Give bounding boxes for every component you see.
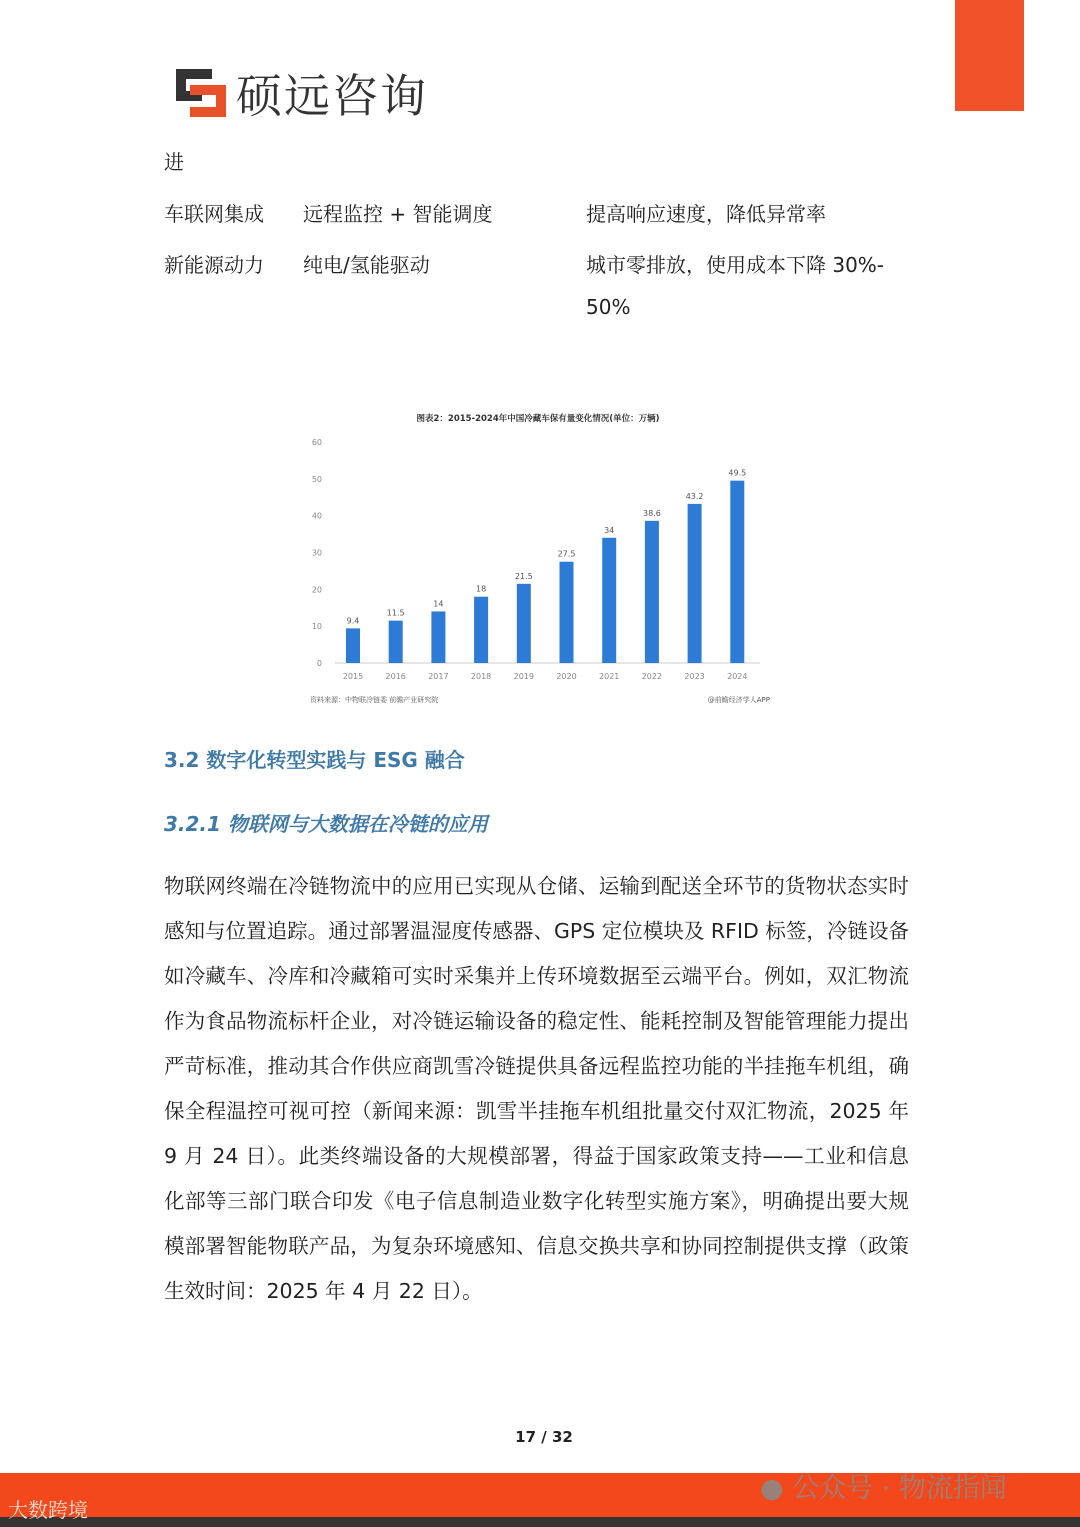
x-tick-label: 2017 (428, 672, 449, 681)
bar-value-label: 49.5 (728, 468, 747, 478)
x-tick-label: 2024 (727, 672, 748, 681)
bar-2021 (602, 538, 616, 663)
x-tick-label: 2018 (470, 672, 492, 681)
x-tick-label: 2015 (342, 672, 364, 681)
bar-2024 (730, 481, 744, 663)
table-cell: 纯电/氢能驱动 (303, 253, 430, 277)
table-cell: 远程监控 + 智能调度 (303, 202, 493, 226)
x-tick-label: 2020 (556, 672, 577, 681)
bar-value-label: 38.6 (642, 508, 661, 518)
table-cell: 进 (164, 150, 184, 174)
bar-2016 (389, 621, 403, 663)
bar-value-label: 14 (433, 599, 444, 609)
table-cell: 新能源动力 (164, 253, 264, 277)
y-tick-label: 50 (311, 474, 322, 484)
logo-text: 硕远咨询 (236, 69, 428, 123)
logo-mark-icon (176, 69, 226, 117)
watermark-right-text: 公众号 · 物流指闻 (792, 1473, 1007, 1504)
bar-value-label: 43.2 (685, 491, 704, 501)
x-tick-label: 2023 (684, 672, 705, 681)
bar-value-label: 18 (476, 584, 487, 594)
subsection-heading: 3.2.1 物联网与大数据在冷链的应用 (164, 812, 488, 836)
y-tick-label: 60 (311, 438, 322, 447)
chart-title: 图表2：2015-2024年中国冷藏车保有量变化情况(单位：万辆) (416, 414, 660, 424)
x-tick-label: 2019 (513, 672, 534, 681)
bar-value-label: 27.5 (557, 549, 576, 559)
x-tick-label: 2022 (641, 672, 663, 681)
corner-accent-bar (955, 0, 1024, 111)
bar-value-label: 34 (604, 525, 615, 535)
bar-chart (300, 400, 780, 710)
bar-2020 (560, 562, 574, 663)
y-tick-label: 0 (316, 659, 322, 668)
bar-value-label: 21.5 (514, 571, 533, 581)
watermark-right (760, 1466, 1007, 1505)
y-tick-label: 30 (311, 548, 322, 558)
page-number: 17 / 32 (515, 1428, 573, 1446)
bar-2022 (645, 521, 659, 663)
chart-source: 资料来源：中物联冷链委 前瞻产业研究院 (310, 696, 439, 704)
bar-2015 (346, 628, 360, 663)
company-logo (176, 60, 428, 126)
body-paragraph: 物联网终端在冷链物流中的应用已实现从仓储、运输到配送全环节的货物状态实时感知与位置追踪。通过部署温湿度传感器、GPS 定位模块及 RFID 标签，冷链设备如冷藏车、冷库和冷藏箱可实时采集并上传环境数据至云端平台。例如，双汇物流作为食品物流标杆企业，对冷链运输设备的稳定性、能耗控制及智能管理能力提出严苛标准，推动其合作供应商凯雪冷链提供具备远程监控功能的半挂拖车机组，确保全程温控可视可控（新闻来源：凯雪半挂拖车机组批量交付双汇物流，2025 年 9 月 24 日）。此类终端设备的大规模部署，得益于国家政策支持——工业和信息化部等三部门联合印发《电子信息制造业数字化转型实施方案》，明确提出要大规模部署智能物联产品，为复杂环境感知、信息交换共享和协同控制提供支撑（政策生效时间：2025 年 4 月 22 日）。 (164, 874, 909, 1303)
watermark-left: 大数跨境 (8, 1498, 88, 1522)
y-tick-label: 40 (311, 511, 322, 521)
x-tick-label: 2021 (599, 672, 620, 681)
y-tick-label: 10 (311, 622, 322, 632)
bar-value-label: 11.5 (386, 608, 405, 618)
chart-credit: @前瞻经济学人APP (707, 696, 770, 704)
x-tick-label: 2016 (385, 672, 406, 681)
bar-2023 (688, 504, 702, 663)
table-cell: 城市零排放，使用成本下降 30%- (586, 253, 885, 277)
bar-2018 (474, 597, 488, 663)
y-tick-label: 20 (311, 585, 322, 595)
table-cell: 提高响应速度，降低异常率 (586, 202, 826, 226)
bar-value-label: 9.4 (346, 616, 360, 626)
bar-2017 (431, 611, 445, 663)
wechat-icon: ● (760, 1473, 784, 1504)
table-cell: 50% (586, 295, 631, 319)
section-heading: 3.2 数字化转型实践与 ESG 融合 (164, 748, 465, 772)
table-cell: 车联网集成 (164, 202, 264, 226)
bar-2019 (517, 584, 531, 663)
footer-dark-strip (0, 1517, 1080, 1527)
